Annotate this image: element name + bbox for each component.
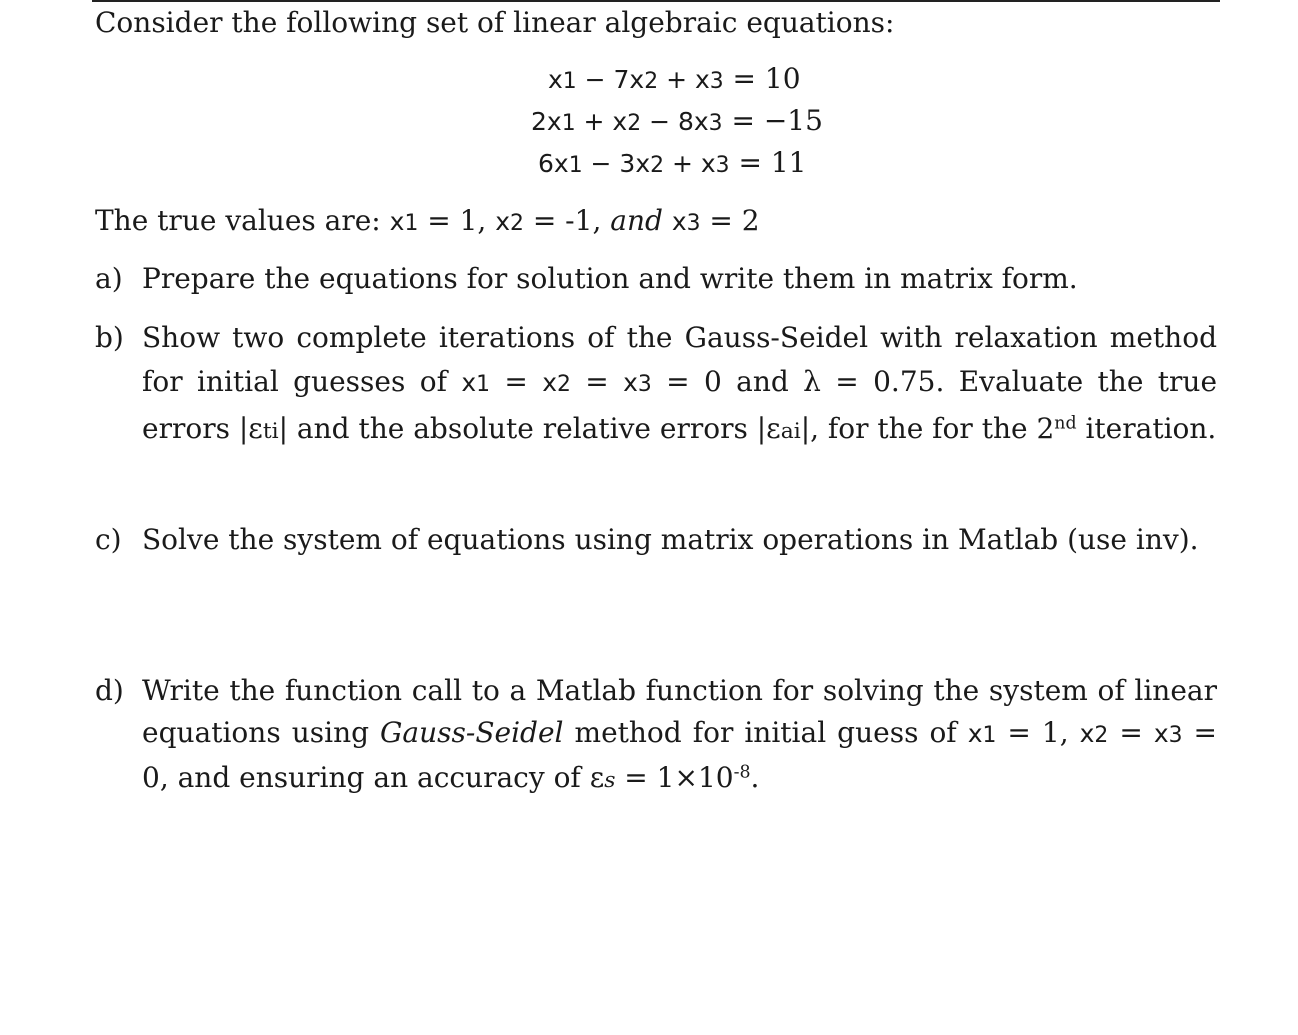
question-d-text: Write the function call to a Matlab function for solving the system of linear equations using Gauss-Seidel method for initial guess of x1 = 1, x2 = x3 = 0, and ensuring an accuracy of $\varepsilon s = 1\times 10^{-8}$.	[142, 674, 1217, 794]
true-values: The true values are: x1 = 1, x2 = -1, and x3 = 2	[95, 204, 760, 237]
question-d-label: d)	[95, 674, 124, 707]
question-b-text: Show two complete iterations of the Gauss-Seidel with relaxation method for initial guesses of x1 = x2 = x3 = 0 and λ = 0.75. Evaluate the true errors |εti| and the absolute relative errors |εai|, for the for the 2nd iteration.	[142, 321, 1218, 445]
question-c-label: c)	[95, 523, 122, 556]
equation-2: 2x1 + x2 − 8x3 = −15	[531, 104, 823, 137]
question-b-label: b)	[95, 321, 124, 354]
top-rule	[92, 0, 1220, 2]
question-c-text: Solve the system of equations using matrix operations in Matlab (use inv).	[142, 523, 1199, 556]
question-a-text: Prepare the equations for solution and write them in matrix form.	[142, 262, 1078, 295]
question-c	[95, 520, 1217, 560]
intro-text: Consider the following set of linear algebraic equations:	[95, 6, 895, 39]
question-a	[95, 259, 1217, 299]
question-a-label: a)	[95, 262, 123, 295]
question-b	[95, 316, 1217, 454]
equation-3: 6x1 − 3x2 + x3 = 11	[538, 146, 807, 179]
question-d	[95, 670, 1217, 802]
equation-1: x1 − 7x2 + x3 = 10	[548, 62, 801, 95]
